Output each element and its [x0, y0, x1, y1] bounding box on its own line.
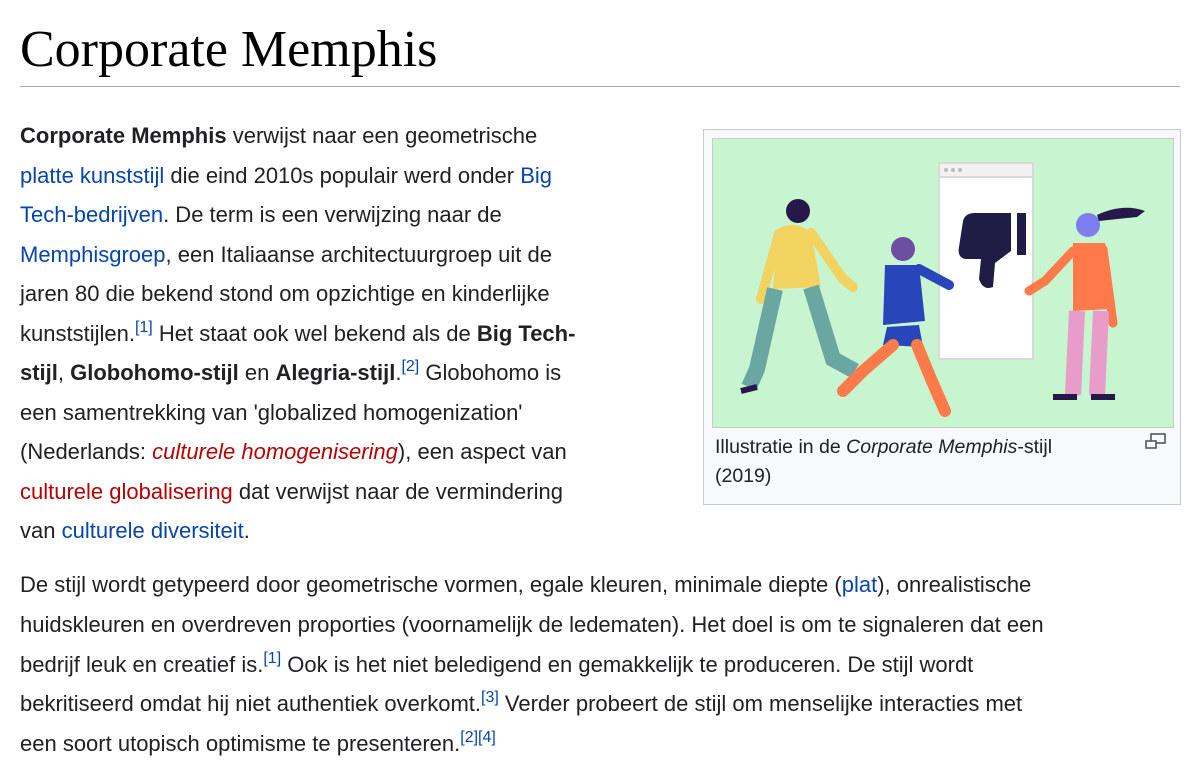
citation-3[interactable]: [3] — [481, 689, 499, 707]
bold-term: Big Tech- — [476, 320, 576, 346]
link-plat[interactable]: plat — [841, 572, 878, 597]
citation-2[interactable]: [2] — [401, 358, 420, 375]
text-line: jaren 80 die bekend stond om opzichtige en kinderlijke — [20, 281, 550, 306]
link-culturele-diversiteit[interactable]: culturele diversiteit — [61, 518, 244, 543]
text-line: huidskleuren en overdreven proporties (voornamelijk de ledematen). Het doel is om te signaleren dat een — [20, 611, 1044, 637]
citation-1[interactable]: [1] — [134, 318, 153, 336]
redlink-culturele-globalisering[interactable]: culturele globalisering — [20, 478, 233, 504]
link-big-tech-part1[interactable]: Big — [520, 162, 553, 188]
citation-2[interactable]: [2] — [460, 729, 479, 747]
citation-4[interactable]: [4] — [478, 729, 496, 747]
bold-term: Corporate Memphis — [20, 123, 227, 148]
figure-caption: Illustratie in de Corporate Memphis-stijl (2019) — [715, 436, 1053, 487]
redlink-culturele-homogenisering[interactable]: culturele homogenisering — [152, 439, 398, 464]
title-divider — [20, 86, 1180, 87]
illustration-image[interactable] — [712, 138, 1174, 428]
body-paragraph: De stijl wordt getypeerd door geometrische vormen, egale kleuren, minimale diepte (plat), onrealistische huidskleuren en overdreven proporties (voornamelijk de ledematen). Het doel is om te signaleren dat een bedrijf leuk en creatief is.[1] Ook is het niet beledigend en gemakkelijk te produceren. De stijl wordt bekritiseerd omdat hij niet authentiek overkomt.[3] Verder probeert de stijl om menselijke interacties met een soort utopisch optimisme te presenteren.[2][4] — [20, 565, 1185, 764]
link-platte-kunststijl[interactable]: platte kunststijl — [20, 162, 165, 188]
figure-thumbnail — [703, 129, 1181, 505]
page-title: Corporate Memphis — [20, 21, 438, 78]
bold-term: Alegria-stijl — [275, 360, 396, 385]
link-memphisgroep[interactable]: Memphisgroep — [20, 241, 166, 267]
enlarge-icon[interactable] — [1144, 432, 1168, 452]
link-tech-bedrijven[interactable]: Tech-bedrijven — [20, 202, 164, 227]
text-line: een samentrekking van 'globalized homogenization' — [20, 399, 523, 425]
citation-1[interactable]: [1] — [263, 649, 282, 667]
bold-term: stijl — [20, 360, 58, 385]
intro-paragraph: Corporate Memphis verwijst naar een geometrische platte kunststijl die eind 2010s populair werd onder Big Tech-bedrijven. De term is een verwijzing naar de Memphisgroep, een Italiaanse architectuurgroep uit de jaren 80 die bekend stond om opzichtige en kinderlijke kunststijlen.[1] Het staat ook wel bekend als de Big Tech- stijl, Globohomo-stijl en Alegria-stijl.[2] Globohomo is een samentrekking van 'globalized homogenization' (Nederlands: culturele homogenisering), een aspect van culturele globalisering dat verwijst naar de vermindering van culturele diversiteit. — [20, 116, 690, 551]
bold-term: Globohomo-stijl — [70, 360, 239, 385]
